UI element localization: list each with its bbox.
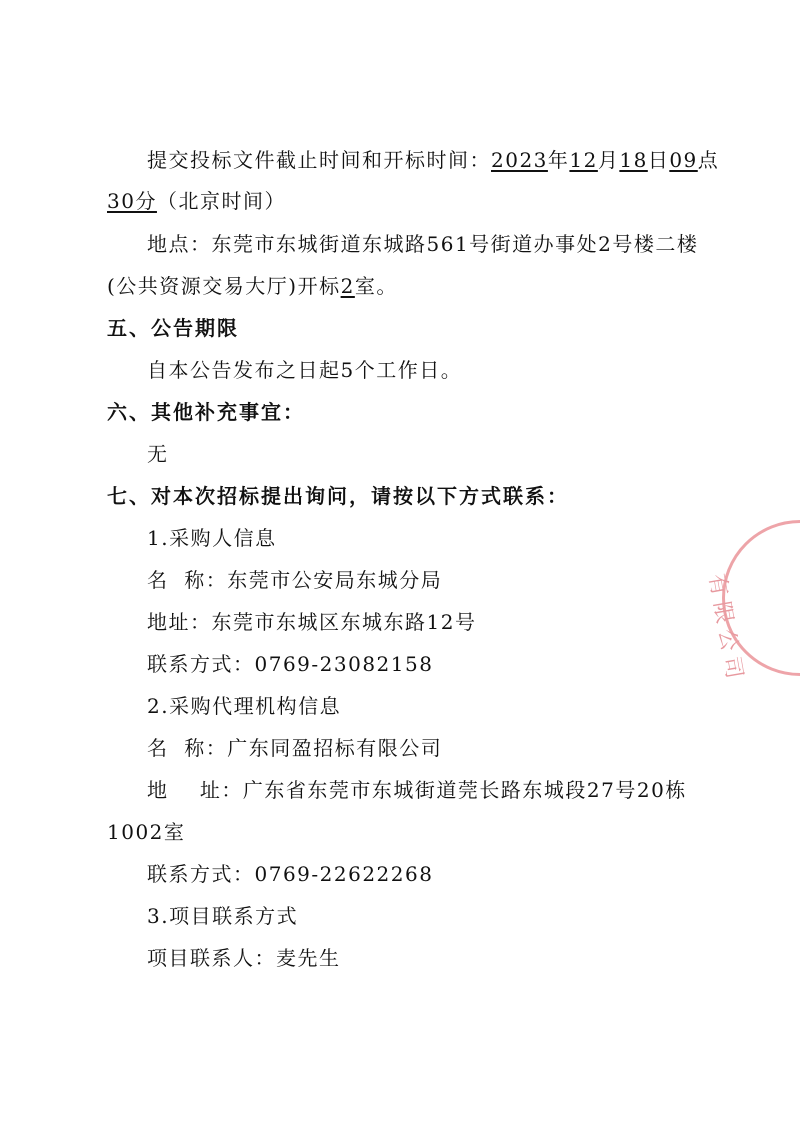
deadline-month-unit: 月: [597, 148, 620, 172]
project-title: 3.项目联系方式: [147, 904, 299, 928]
location-room: 2: [340, 274, 355, 298]
deadline-day: 18: [619, 148, 648, 172]
deadline-line-2: [107, 187, 286, 215]
agent-name: 名 称：广东同盈招标有限公司: [147, 736, 443, 760]
location-room-suffix: 室。: [354, 274, 398, 298]
section-6-heading: 六、其他补充事宜：: [107, 400, 305, 424]
project-contact: 项目联系人：麦先生: [147, 946, 341, 970]
agent-contact: 联系方式：0769-22622268: [147, 862, 434, 886]
agent-address-2: 1002室: [107, 820, 186, 844]
agent-address-1: 地 址：广东省东莞市东城街道莞长路东城段27号20栋: [147, 778, 687, 802]
deadline-day-unit: 日: [647, 148, 670, 172]
purchaser-address: 地址：东莞市东城区东城东路12号: [147, 610, 477, 634]
deadline-prefix: 提交投标文件截止时间和开标时间：: [147, 148, 491, 172]
section-6-text: 无: [147, 442, 169, 466]
agent-title: 2.采购代理机构信息: [147, 694, 342, 718]
purchaser-title: 1.采购人信息: [147, 526, 277, 550]
deadline-timezone: （北京时间）: [156, 189, 286, 213]
deadline-year-unit: 年: [547, 148, 570, 172]
section-7-heading: 七、对本次招标提出询问，请按以下方式联系：: [107, 484, 569, 508]
location-line-1: 地点：东莞市东城街道东城路561号街道办事处2号楼二楼: [147, 232, 699, 256]
deadline-hour-unit: 点: [697, 148, 720, 172]
section-5-heading: 五、公告期限: [107, 316, 239, 340]
deadline-month: 12: [569, 148, 598, 172]
location-line-2: [107, 272, 398, 300]
purchaser-contact: 联系方式：0769-23082158: [147, 652, 434, 676]
purchaser-name: 名 称：东莞市公安局东城分局: [147, 568, 443, 592]
deadline-hour: 09: [669, 148, 698, 172]
company-seal: [703, 520, 800, 687]
section-5-text: 自本公告发布之日起5个工作日。: [147, 358, 463, 382]
deadline-year: 2023: [491, 148, 548, 172]
location-hall: (公共资源交易大厅)开标: [107, 274, 341, 298]
deadline-minute: 30分: [107, 189, 157, 213]
deadline-line: [147, 146, 719, 174]
seal-text: 有限公司: [703, 571, 748, 687]
